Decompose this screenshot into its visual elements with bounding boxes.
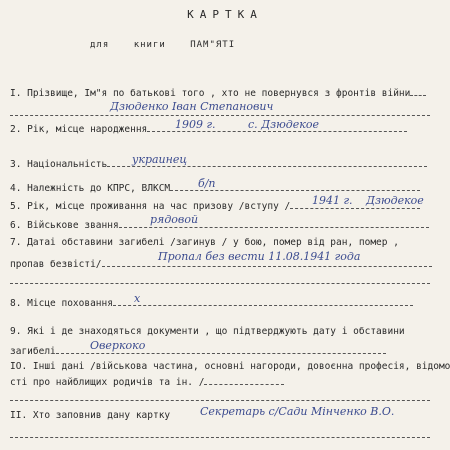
field-burial-label: 8. Місце поховання xyxy=(10,296,413,309)
field-party-label: 4. Належність до КПРС, ВЛКСМ xyxy=(10,181,420,194)
field-missing-label: пропав безвісті/ xyxy=(10,257,432,270)
field-surname-underline xyxy=(10,106,430,119)
handwritten-name: Дзюденко Іван Степанович xyxy=(110,100,274,113)
field-other-label: IO. Інші дані /військова частина, основні нагороди, довоєнна професія, відомо xyxy=(10,361,450,372)
field-surname-label: I. Прізвище, Ім"я по батькові того , хто не повернувся з фронтів війни xyxy=(10,86,426,99)
handwritten-party: б/п xyxy=(198,177,216,190)
field-documents-label: 9. Які і де знаходяться документи , що підтверджують дату і обставини xyxy=(10,326,405,337)
field-death-label: 7. Датаі обставини загибелі /загинув / у бою, помер від ран, помер , xyxy=(10,237,399,248)
handwritten-residence-place: Дзюдекое xyxy=(366,194,424,207)
card-subtitle xyxy=(90,40,390,50)
field-relatives-label: сті про найблищих родичів та ін. / xyxy=(10,375,284,388)
subtitle-word-for: для xyxy=(90,40,110,50)
field-death-cause-label: загибелі xyxy=(10,344,386,357)
field-death-underline xyxy=(10,274,430,287)
handwritten-birth-place: с. Дзюдекое xyxy=(248,118,319,131)
handwritten-nationality: украинец xyxy=(132,153,188,166)
handwritten-residence-year: 1941 г. xyxy=(312,194,353,207)
subtitle-word-book: книги xyxy=(133,40,166,50)
handwritten-death: Пропал без вести 11.08.1941 года xyxy=(158,250,361,263)
subtitle-word-memory: ПАМ"ЯТІ xyxy=(190,40,236,50)
field-filled-by-underline xyxy=(10,428,430,441)
field-rank-label: 6. Військове звання xyxy=(10,218,429,231)
card-title: КАРТКА xyxy=(187,8,263,21)
handwritten-documents: Оверкоко xyxy=(90,339,146,352)
field-nationality-label: 3. Національність xyxy=(10,157,427,170)
handwritten-rank: рядовой xyxy=(150,213,199,226)
handwritten-filled-by: Секретарь с/Сади Мінченко В.О. xyxy=(200,405,395,418)
field-birth-label: 2. Рік, місце народження xyxy=(10,122,407,135)
field-filled-by-label: II. Хто заповнив дану картку xyxy=(10,410,171,421)
field-other-underline xyxy=(10,391,430,404)
handwritten-burial: х xyxy=(134,292,141,305)
handwritten-birth-year: 1909 г. xyxy=(175,118,216,131)
field-residence-label: 5. Рік, місце проживання на час призову /вступу / xyxy=(10,199,420,212)
